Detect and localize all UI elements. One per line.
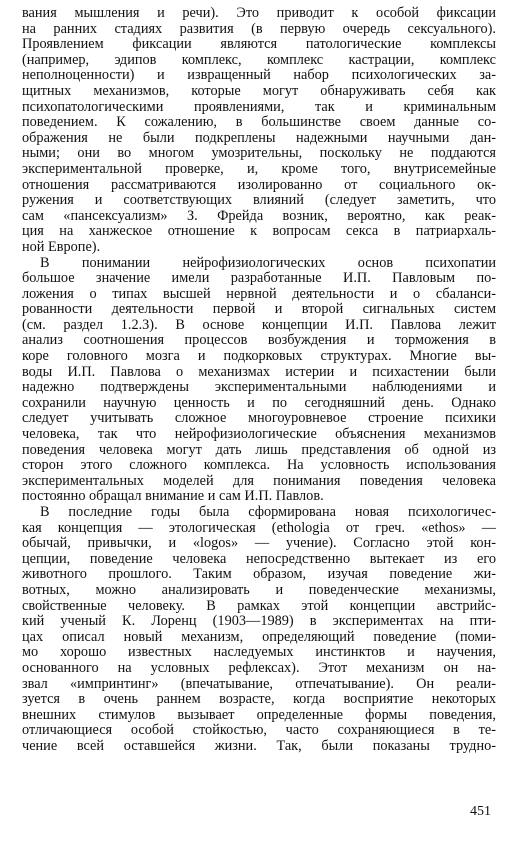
text-line: вания мышления и речи). Это приводит к особой фиксации bbox=[22, 6, 496, 21]
text-line: надежно подтверждены экспериментальными наблюдениями и bbox=[22, 380, 496, 396]
text-line: на ранних стадиях развития (в первую очередь сексуального). bbox=[22, 21, 496, 37]
text-line: звал «импринтинг» (впечатывание, отпечатывание). Он реали- bbox=[22, 676, 496, 692]
text-line: поведения человека могут дать лишь представления об одной из bbox=[22, 442, 496, 458]
text-line: свойственные человеку. В рамках этой концепции австрийс- bbox=[22, 598, 496, 614]
text-line: следует учитывать сложное многоуровневое строение психики bbox=[22, 411, 496, 427]
text-line: большое значение имели разработанные И.П. Павловым по- bbox=[22, 271, 496, 287]
text-line: ными; они во многом умозрительны, поскольку не поддаются bbox=[22, 146, 496, 162]
text-line: цах описал новый механизм, определяющий поведение (поми- bbox=[22, 629, 496, 645]
text-line: зуется в очень раннем возрасте, когда восприятие некоторых bbox=[22, 692, 496, 708]
text-line: отношения рассматриваются изолированно от социального ок- bbox=[22, 177, 496, 193]
text-line: животного прошлого. Таким образом, изучая поведение жи- bbox=[22, 567, 496, 583]
text-line: мо хорошо известных наследуемых инстинктов и научения, bbox=[22, 645, 496, 661]
text-line: чение всей оставшейся жизни. Так, были показаны трудно- bbox=[22, 738, 496, 754]
text-line: основанного на условных рефлексах). Этот механизм он на- bbox=[22, 660, 496, 676]
page-number: 451 bbox=[470, 804, 491, 819]
text-line: внешних стимулов вызывает определенные формы поведения, bbox=[22, 707, 496, 723]
paragraph-3 bbox=[22, 505, 496, 755]
text-line: сохранили научную ценность и по сегодняшний день. Однако bbox=[22, 395, 496, 411]
paragraph-1 bbox=[22, 6, 496, 256]
text-line: щитных механизмов, которые могут обнаруживать себя как bbox=[22, 83, 496, 99]
text-line: (например, эдипов комплекс, комплекс кастрации, комплекс bbox=[22, 52, 496, 68]
text-line: коре головного мозга и подкорковых структурах. Многие вы- bbox=[22, 349, 496, 365]
text-line: обычай, привычки, и «logos» — учение). Согласно этой кон- bbox=[22, 536, 496, 552]
text-line: ложения о типах высшей нервной деятельности и о сбаланси- bbox=[22, 286, 496, 302]
text-line: сам «пансексуализм» З. Фрейда возник, вероятно, как реак- bbox=[22, 208, 496, 224]
text-line: воды И.П. Павлова о механизмах истерии и психастении были bbox=[22, 364, 496, 380]
text-line: анализ соотношения процессов возбуждения и торможения в bbox=[22, 333, 496, 349]
text-line: ображения не были подкреплены надежными научными дан- bbox=[22, 130, 496, 146]
page-body bbox=[22, 6, 496, 755]
text-line: Проявлением фиксации являются патологические комплексы bbox=[22, 37, 496, 53]
text-line: ция на ханжеское отношение к вопросам секса в патриархаль- bbox=[22, 224, 496, 240]
text-line: В последние годы была сформирована новая психологичес- bbox=[40, 505, 496, 520]
text-line: поведением. К сожалению, в большинстве своем данные со- bbox=[22, 115, 496, 131]
text-line: постоянно обращал внимание и сам И.П. Павлов. bbox=[22, 489, 324, 505]
text-line: ружения и соответствующих влияний (следует заметить, что bbox=[22, 193, 496, 209]
text-line: человека, так что нейрофизиологические объяснения механизмов bbox=[22, 427, 496, 443]
paragraph-2 bbox=[22, 256, 496, 506]
text-line: ной Европе). bbox=[22, 239, 101, 255]
text-line: кий ученый К. Лоренц (1903—1989) в экспериментах на пти- bbox=[22, 614, 496, 630]
text-line: цепции, поведение человека непосредственно вытекает из его bbox=[22, 551, 496, 567]
text-line: рованности деятельности первой и второй сигнальных систем bbox=[22, 302, 496, 318]
text-line: сторон этого сложного комплекса. На условность использования bbox=[22, 458, 496, 474]
text-line: отличающиеся особой стойкостью, часто сохраняющиеся в те- bbox=[22, 723, 496, 739]
text-line: психопатологическими проявлениями, так и криминальным bbox=[22, 99, 496, 115]
text-line: В понимании нейрофизиологических основ психопатии bbox=[40, 255, 496, 271]
text-line: экспериментальной проверке, и, кроме того, внутрисемейные bbox=[22, 161, 496, 177]
text-line: вотных, можно анализировать и поведенческие механизмы, bbox=[22, 582, 496, 598]
text-line: кая концепция — этологическая (ethologia от греч. «ethos» — bbox=[22, 520, 496, 536]
text-line: экспериментальных моделей для понимания поведения человека bbox=[22, 473, 496, 489]
text-line: (см. раздел 1.2.3). В основе концепции И.П. Павлова лежит bbox=[22, 317, 496, 333]
text-line: неполноценности) и извращенный набор психологических за- bbox=[22, 68, 496, 84]
